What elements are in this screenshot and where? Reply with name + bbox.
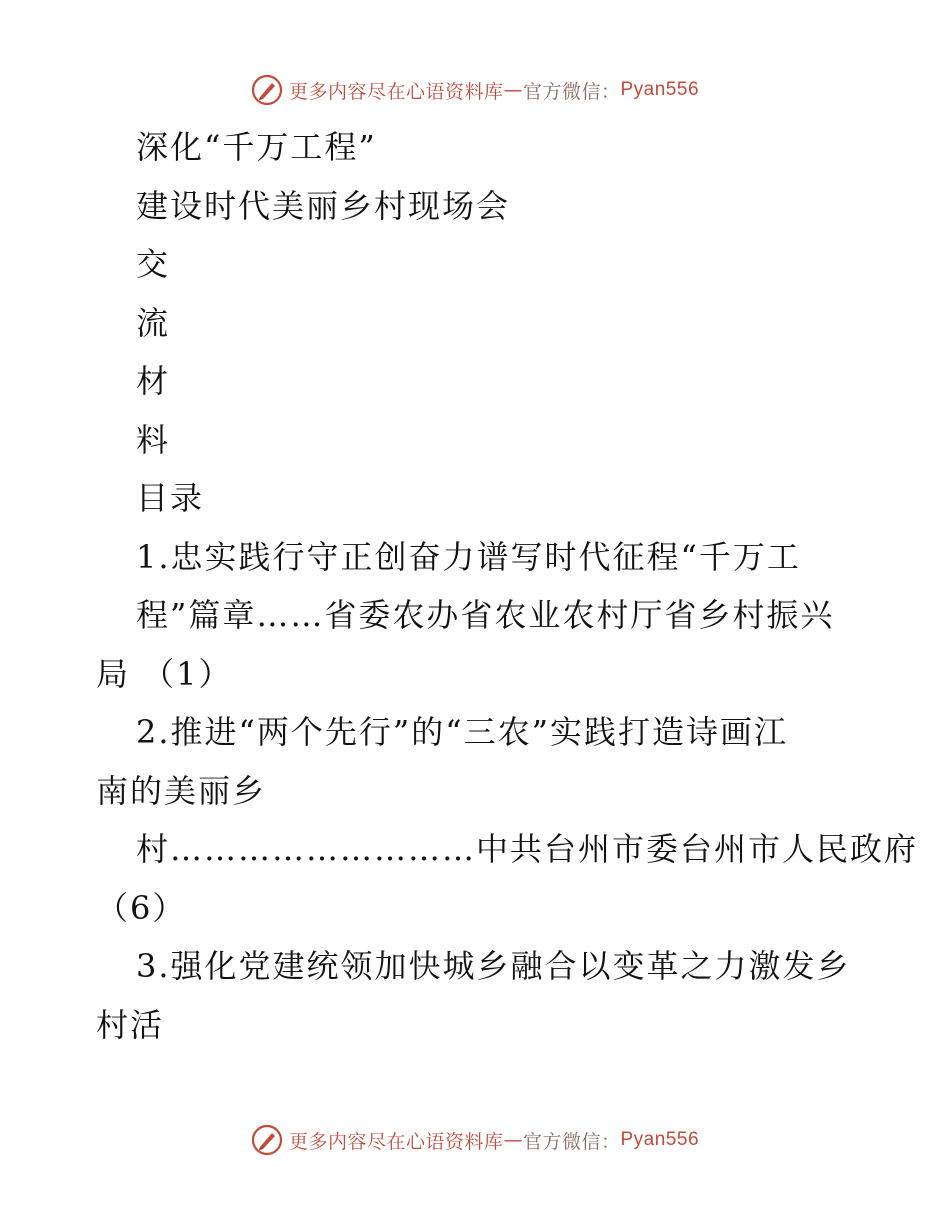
pen-logo-icon: [251, 74, 283, 106]
header-watermark: [0, 74, 950, 106]
watermark-wechat-label: 官方微信：: [522, 80, 621, 103]
watermark-wechat-id: Pyan556: [620, 79, 700, 100]
watermark-wechat-id: Pyan556: [620, 1129, 700, 1150]
title-line-5: 材: [136, 362, 171, 400]
title-line-2: 建设时代美丽乡村现场会: [136, 186, 511, 225]
toc-line: 村活: [96, 1005, 165, 1044]
document-body: [96, 118, 919, 1054]
watermark-text: 更多内容尽在心语资料库: [288, 80, 504, 103]
toc-line: 南的美丽乡: [96, 771, 267, 810]
watermark-separator: —: [503, 1129, 523, 1151]
toc-line: 程”篇章……省委农办省农业农村厅省乡村振兴: [136, 596, 835, 634]
title-line-6: 料: [136, 420, 171, 459]
title-line-3: 交: [136, 245, 171, 283]
title-line-1: 深化“千万工程”: [136, 128, 377, 166]
title-line-4: 流: [136, 303, 171, 342]
toc-line: 1.忠实践行守正创奋力谱写时代征程“千万工: [136, 537, 801, 576]
toc-line: 3.强化党建统领加快城乡融合以变革之力激发乡: [136, 947, 851, 985]
footer-watermark: [0, 1124, 950, 1156]
toc-line: （6）: [96, 888, 187, 927]
toc-line: 村………………………中共台州市委台州市人民政府: [136, 830, 919, 868]
pen-logo-icon: [251, 1124, 283, 1156]
toc-line: 2.推进“两个先行”的“三农”实践打造诗画江: [136, 713, 788, 751]
watermark-separator: —: [503, 79, 523, 101]
toc-line: 局 （1）: [96, 654, 233, 693]
watermark-text: 更多内容尽在心语资料库: [288, 1130, 504, 1153]
toc-heading: 目录: [136, 479, 205, 517]
watermark-wechat-label: 官方微信：: [522, 1130, 621, 1153]
